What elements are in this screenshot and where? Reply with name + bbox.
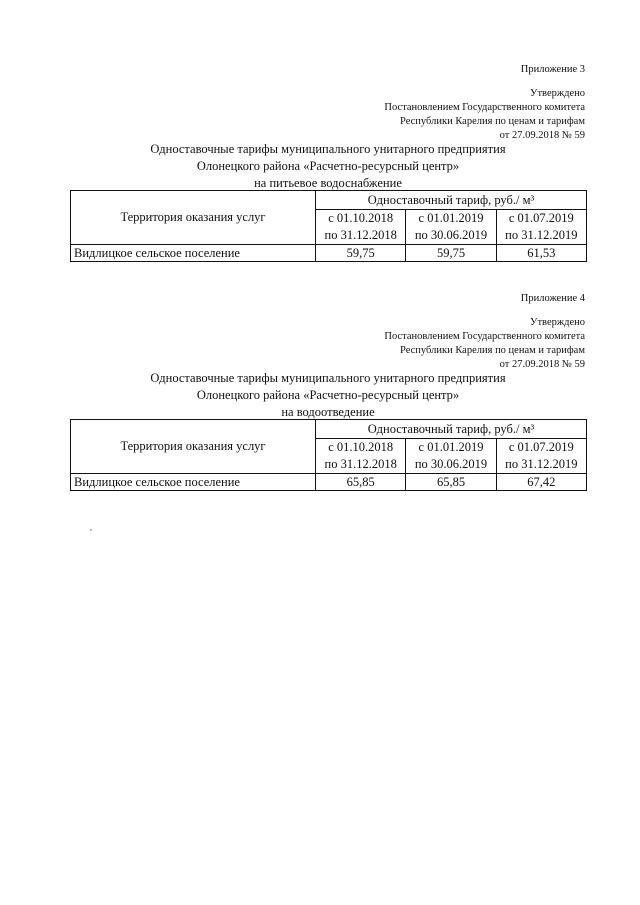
title-line: Одноставочные тарифы муниципального унитарного предприятия — [150, 142, 506, 156]
appendix-label: Приложение 3 — [520, 64, 585, 75]
tariff-value: 59,75 — [406, 245, 496, 262]
decree-line: Республики Карелия по ценам и тарифам — [400, 116, 585, 127]
tariff-header: Одноставочный тариф, руб./ м³ — [316, 420, 587, 439]
period-to: по 30.06.2019 — [414, 457, 488, 471]
approved-label: Утверждено — [530, 317, 585, 328]
title-line: Одноставочные тарифы муниципального унитарного предприятия — [150, 371, 506, 385]
period-to: по 31.12.2019 — [505, 457, 578, 471]
period-cell — [496, 439, 586, 474]
tariff-value: 65,85 — [406, 474, 496, 491]
approval-block-2 — [325, 292, 585, 372]
decree-line: Постановлением Государственного комитета — [384, 331, 585, 342]
tariff-value: 61,53 — [496, 245, 586, 262]
period-from: с 01.01.2019 — [418, 211, 484, 225]
tariff-title-2 — [70, 370, 586, 421]
period-cell — [316, 210, 406, 245]
period-cell — [316, 439, 406, 474]
period-cell — [496, 210, 586, 245]
tariff-value: 67,42 — [496, 474, 586, 491]
period-to: по 31.12.2018 — [324, 457, 397, 471]
tariff-header: Одноставочный тариф, руб./ м³ — [316, 191, 587, 210]
tariff-title-1 — [70, 141, 586, 192]
decree-line: Постановлением Государственного комитета — [384, 102, 585, 113]
period-to: по 30.06.2019 — [414, 228, 488, 242]
period-to: по 31.12.2019 — [505, 228, 578, 242]
decree-date: от 27.09.2018 № 59 — [499, 359, 585, 370]
territory-header: Территория оказания услуг — [71, 191, 316, 245]
tariff-table-wastewater — [70, 419, 587, 491]
title-line: на питьевое водоснабжение — [254, 176, 402, 190]
decree-date: от 27.09.2018 № 59 — [499, 130, 585, 141]
title-line: Олонецкого района «Расчетно-ресурсный центр» — [196, 388, 460, 402]
decree-line: Республики Карелия по ценам и тарифам — [400, 345, 585, 356]
period-from: с 01.07.2019 — [508, 211, 574, 225]
territory-name: Видлицкое сельское поселение — [71, 474, 316, 491]
scan-speck — [90, 529, 92, 531]
territory-name: Видлицкое сельское поселение — [71, 245, 316, 262]
period-cell — [406, 439, 496, 474]
table-row — [71, 474, 587, 491]
period-from: с 01.01.2019 — [418, 440, 484, 454]
period-from: с 01.10.2018 — [328, 440, 394, 454]
title-line: на водоотведение — [281, 405, 375, 419]
period-cell — [406, 210, 496, 245]
period-from: с 01.07.2019 — [508, 440, 574, 454]
title-line: Олонецкого района «Расчетно-ресурсный центр» — [196, 159, 460, 173]
table-row — [71, 245, 587, 262]
tariff-table-water-supply — [70, 190, 587, 262]
tariff-value: 59,75 — [316, 245, 406, 262]
approved-label: Утверждено — [530, 88, 585, 99]
territory-header: Территория оказания услуг — [71, 420, 316, 474]
tariff-value: 65,85 — [316, 474, 406, 491]
period-to: по 31.12.2018 — [324, 228, 397, 242]
approval-block-1 — [325, 63, 585, 143]
appendix-label: Приложение 4 — [520, 293, 585, 304]
period-from: с 01.10.2018 — [328, 211, 394, 225]
